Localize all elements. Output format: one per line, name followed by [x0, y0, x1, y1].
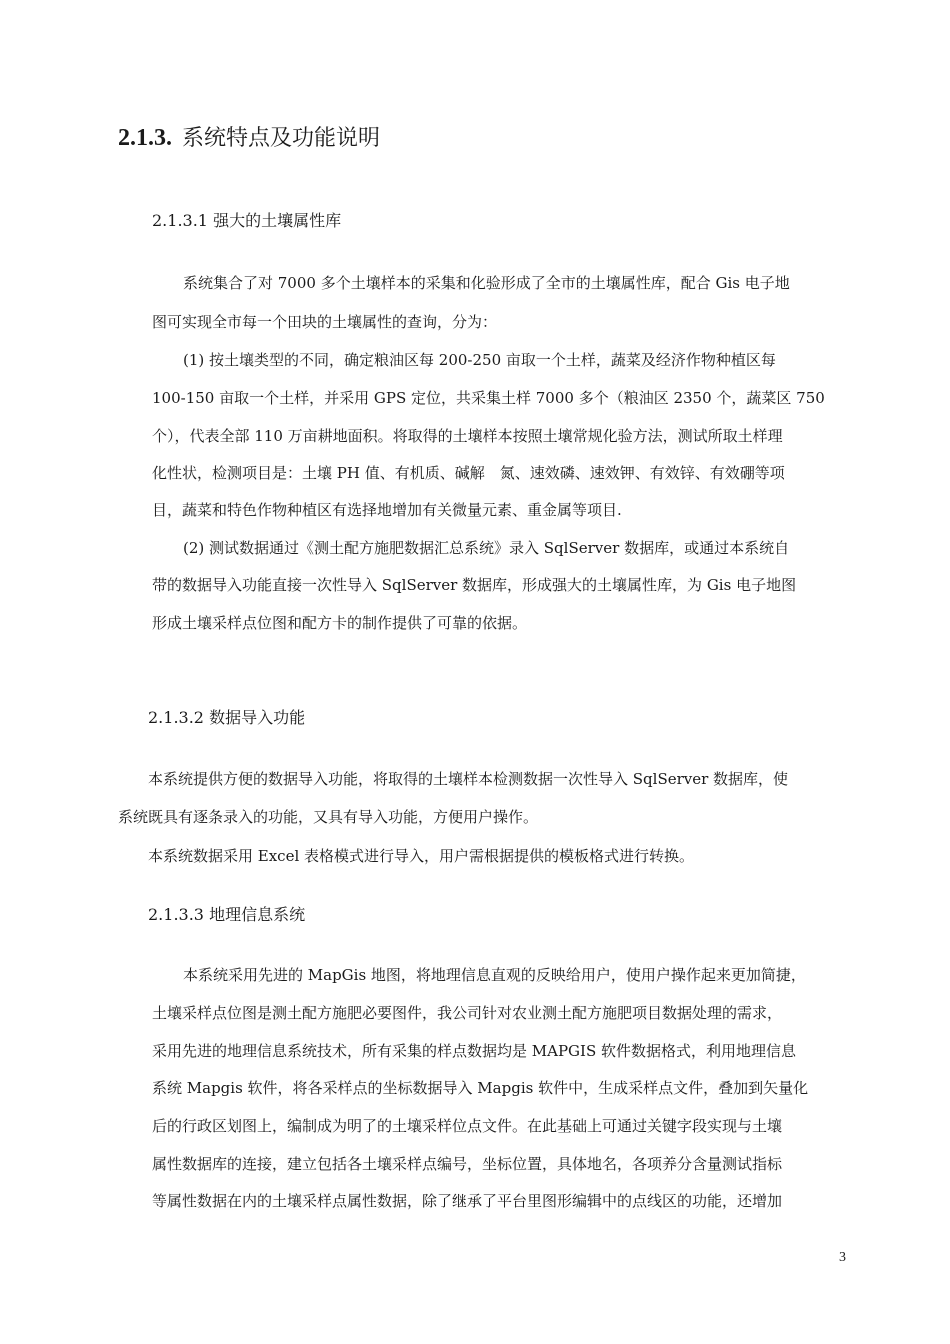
paragraph-line: 化性状，检测项目是：土壤 PH 值、有机质、碱解 氮、速效磷、速效钾、有效锌、有效硼等项	[152, 464, 785, 482]
paragraph-line: 100-150 亩取一个土样，并采用 GPS 定位，共采集土样 7000 多个（粮油区 2350 个，蔬菜区 750	[152, 389, 825, 407]
section-heading	[118, 120, 380, 156]
paragraph-line: 目，蔬菜和特色作物种植区有选择地增加有关微量元素、重金属等项目.	[152, 501, 622, 519]
subsection-heading-2: 2.1.3.2 数据导入功能	[148, 708, 306, 727]
paragraph-line: 系统集合了对 7000 多个土壤样本的采集和化验形成了全市的土壤属性库，配合 Gis 电子地	[183, 274, 790, 292]
paragraph-line: 本系统提供方便的数据导入功能，将取得的土壤样本检测数据一次性导入 SqlServer 数据库，使	[148, 770, 789, 788]
paragraph-line: 等属性数据在内的土壤采样点属性数据，除了继承了平台里图形编辑中的点线区的功能，还增加	[152, 1192, 783, 1210]
section-title: 系统特点及功能说明	[182, 126, 381, 151]
paragraph-line: (2) 测试数据通过《测土配方施肥数据汇总系统》录入 SqlServer 数据库，或通过本系统自	[183, 539, 790, 557]
subsection-heading-1: 2.1.3.1 强大的土壤属性库	[152, 211, 342, 230]
paragraph-line: 采用先进的地理信息系统技术，所有采集的样点数据均是 MAPGIS 软件数据格式，利用地理信息	[152, 1042, 797, 1060]
subsection-heading-3: 2.1.3.3 地理信息系统	[148, 905, 306, 924]
section-number: 2.1.3.	[118, 125, 172, 151]
paragraph-line: 土壤采样点位图是测土配方施肥必要图件，我公司针对农业测土配方施肥项目数据处理的需求，	[152, 1004, 783, 1022]
page-number: 3	[839, 1250, 846, 1265]
paragraph-line: (1) 按土壤类型的不同，确定粮油区每 200-250 亩取一个土样，蔬菜及经济作物种植区每	[183, 351, 776, 369]
paragraph-line: 图可实现全市每一个田块的土壤属性的查询，分为：	[152, 313, 498, 331]
paragraph-line: 本系统数据采用 Excel 表格模式进行导入，用户需根据提供的模板格式进行转换。	[148, 847, 695, 865]
paragraph-line: 系统 Mapgis 软件，将各采样点的坐标数据导入 Mapgis 软件中，生成采样点文件，叠加到矢量化	[152, 1079, 809, 1097]
paragraph-line: 个），代表全部 110 万亩耕地面积。将取得的土壤样本按照土壤常规化验方法，测试所取土样理	[152, 427, 783, 445]
paragraph-line: 后的行政区划图上，编制成为明了的土壤采样位点文件。在此基础上可通过关键字段实现与土壤	[152, 1117, 783, 1135]
paragraph-line: 形成土壤采样点位图和配方卡的制作提供了可靠的依据。	[152, 614, 528, 632]
paragraph-line: 系统既具有逐条录入的功能，又具有导入功能，方便用户操作。	[118, 808, 539, 826]
paragraph-line: 本系统采用先进的 MapGis 地图，将地理信息直观的反映给用户，使用户操作起来更加简捷，	[183, 966, 806, 984]
paragraph-line: 带的数据导入功能直接一次性导入 SqlServer 数据库，形成强大的土壤属性库，为 Gis 电子地图	[152, 576, 797, 594]
paragraph-line: 属性数据库的连接，建立包括各土壤采样点编号，坐标位置，具体地名，各项养分含量测试指标	[152, 1155, 783, 1173]
